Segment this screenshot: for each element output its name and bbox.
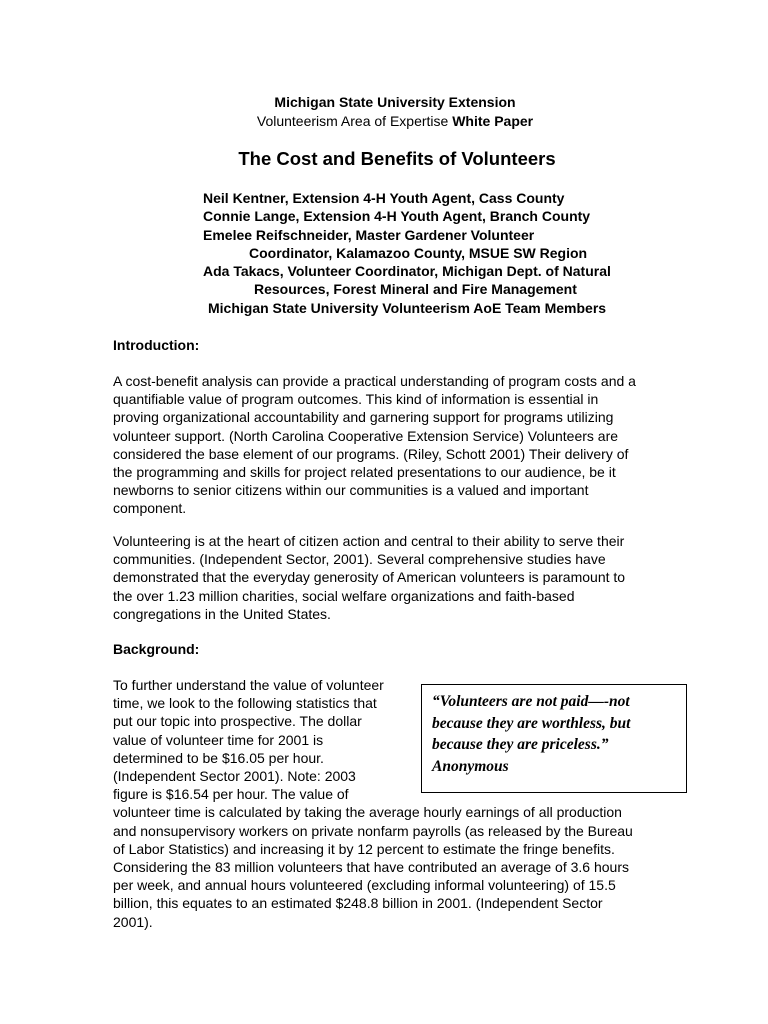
paragraph-line: component.: [113, 500, 187, 517]
paragraph-line: determined to be $16.05 per hour.: [113, 749, 324, 766]
paragraph-line: considered the base element of our programs. (Riley, Schott 2001) Their delivery of: [113, 445, 629, 462]
author-list: [203, 189, 673, 317]
paragraph-line: (Independent Sector 2001). Note: 2003: [113, 768, 356, 785]
introduction-paragraph-2: [113, 532, 683, 623]
paragraph-line: put our topic into prospective. The dollar: [113, 713, 362, 730]
introduction-paragraph-1: [113, 372, 683, 518]
paragraph-line: congregations in the United States.: [113, 605, 331, 622]
paragraph-line: demonstrated that the everyday generosity of American volunteers is paramount to: [113, 569, 626, 586]
author-line: Emelee Reifschneider, Master Gardener Volunteer: [203, 226, 535, 243]
paragraph-line: To further understand the value of volunteer: [113, 677, 384, 693]
paragraph-line: the programming and skills for project related presentations to our audience, be it: [113, 464, 616, 481]
subtitle-bold: White Paper: [452, 113, 534, 129]
document-subtitle: [0, 112, 768, 130]
paragraph-line: figure is $16.54 per hour. The value of: [113, 786, 349, 803]
paragraph-line: volunteer time is calculated by taking the average hourly earnings of all production: [113, 804, 622, 821]
paragraph-line: value of volunteer time for 2001 is: [113, 731, 324, 748]
paragraph-line: volunteer support. (North Carolina Cooperative Extension Service) Volunteers are: [113, 427, 619, 444]
background-heading: Background:: [113, 641, 200, 657]
paragraph-line: Volunteering is at the heart of citizen action and central to their ability to serve their: [113, 533, 625, 549]
author-line: Neil Kentner, Extension 4-H Youth Agent, Cass County: [203, 190, 565, 206]
paragraph-line: billion, this equates to an estimated $248.8 billion in 2001. (Independent Sector: [113, 895, 603, 912]
author-line: Coordinator, Kalamazoo County, MSUE SW Region: [249, 244, 588, 261]
document-title: The Cost and Benefits of Volunteers: [238, 148, 556, 169]
paragraph-line: communities. (Independent Sector, 2001). Several comprehensive studies have: [113, 551, 606, 568]
paragraph-line: and nonsupervisory workers on private nonfarm payrolls (as released by the Bureau: [113, 822, 633, 839]
paragraph-line: per week, and annual hours volunteered (excluding informal volunteering) of 15.5: [113, 877, 616, 894]
quote-box: [421, 684, 687, 793]
paragraph-line: A cost-benefit analysis can provide a practical understanding of program costs and a: [113, 373, 636, 389]
author-line: Connie Lange, Extension 4-H Youth Agent, Branch County: [203, 208, 591, 225]
quote-attribution: Anonymous: [432, 757, 509, 775]
paragraph-line: 2001).: [113, 913, 153, 930]
institution-name: Michigan State University Extension: [274, 94, 516, 110]
quote-line: “Volunteers are not paid—-not: [432, 693, 630, 710]
author-line: Resources, Forest Mineral and Fire Management: [254, 281, 577, 298]
introduction-heading: Introduction:: [113, 337, 200, 353]
paragraph-line: newborns to senior citizens within our communities is a valued and important: [113, 482, 589, 499]
paragraph-line: of Labor Statistics) and increasing it by 12 percent to estimate the fringe benefits.: [113, 840, 615, 857]
paragraph-line: Considering the 83 million volunteers that have contributed an average of 3.6 hours: [113, 859, 629, 876]
paragraph-line: time, we look to the following statistics that: [113, 695, 377, 712]
paragraph-line: the over 1.23 million charities, social welfare organizations and faith-based: [113, 587, 575, 604]
team-line: Michigan State University Volunteerism AoE Team Members: [208, 299, 607, 316]
subtitle-prefix: Volunteerism Area of Expertise: [256, 113, 453, 129]
quote-line: because they are priceless.”: [432, 736, 609, 753]
author-line: Ada Takacs, Volunteer Coordinator, Michigan Dept. of Natural: [203, 263, 611, 280]
paragraph-line: quantifiable value of program outcomes. This kind of information is essential in: [113, 391, 599, 408]
quote-line: because they are worthless, but: [432, 714, 631, 732]
paragraph-line: proving organizational accountability and garnering support for programs utilizing: [113, 409, 614, 426]
